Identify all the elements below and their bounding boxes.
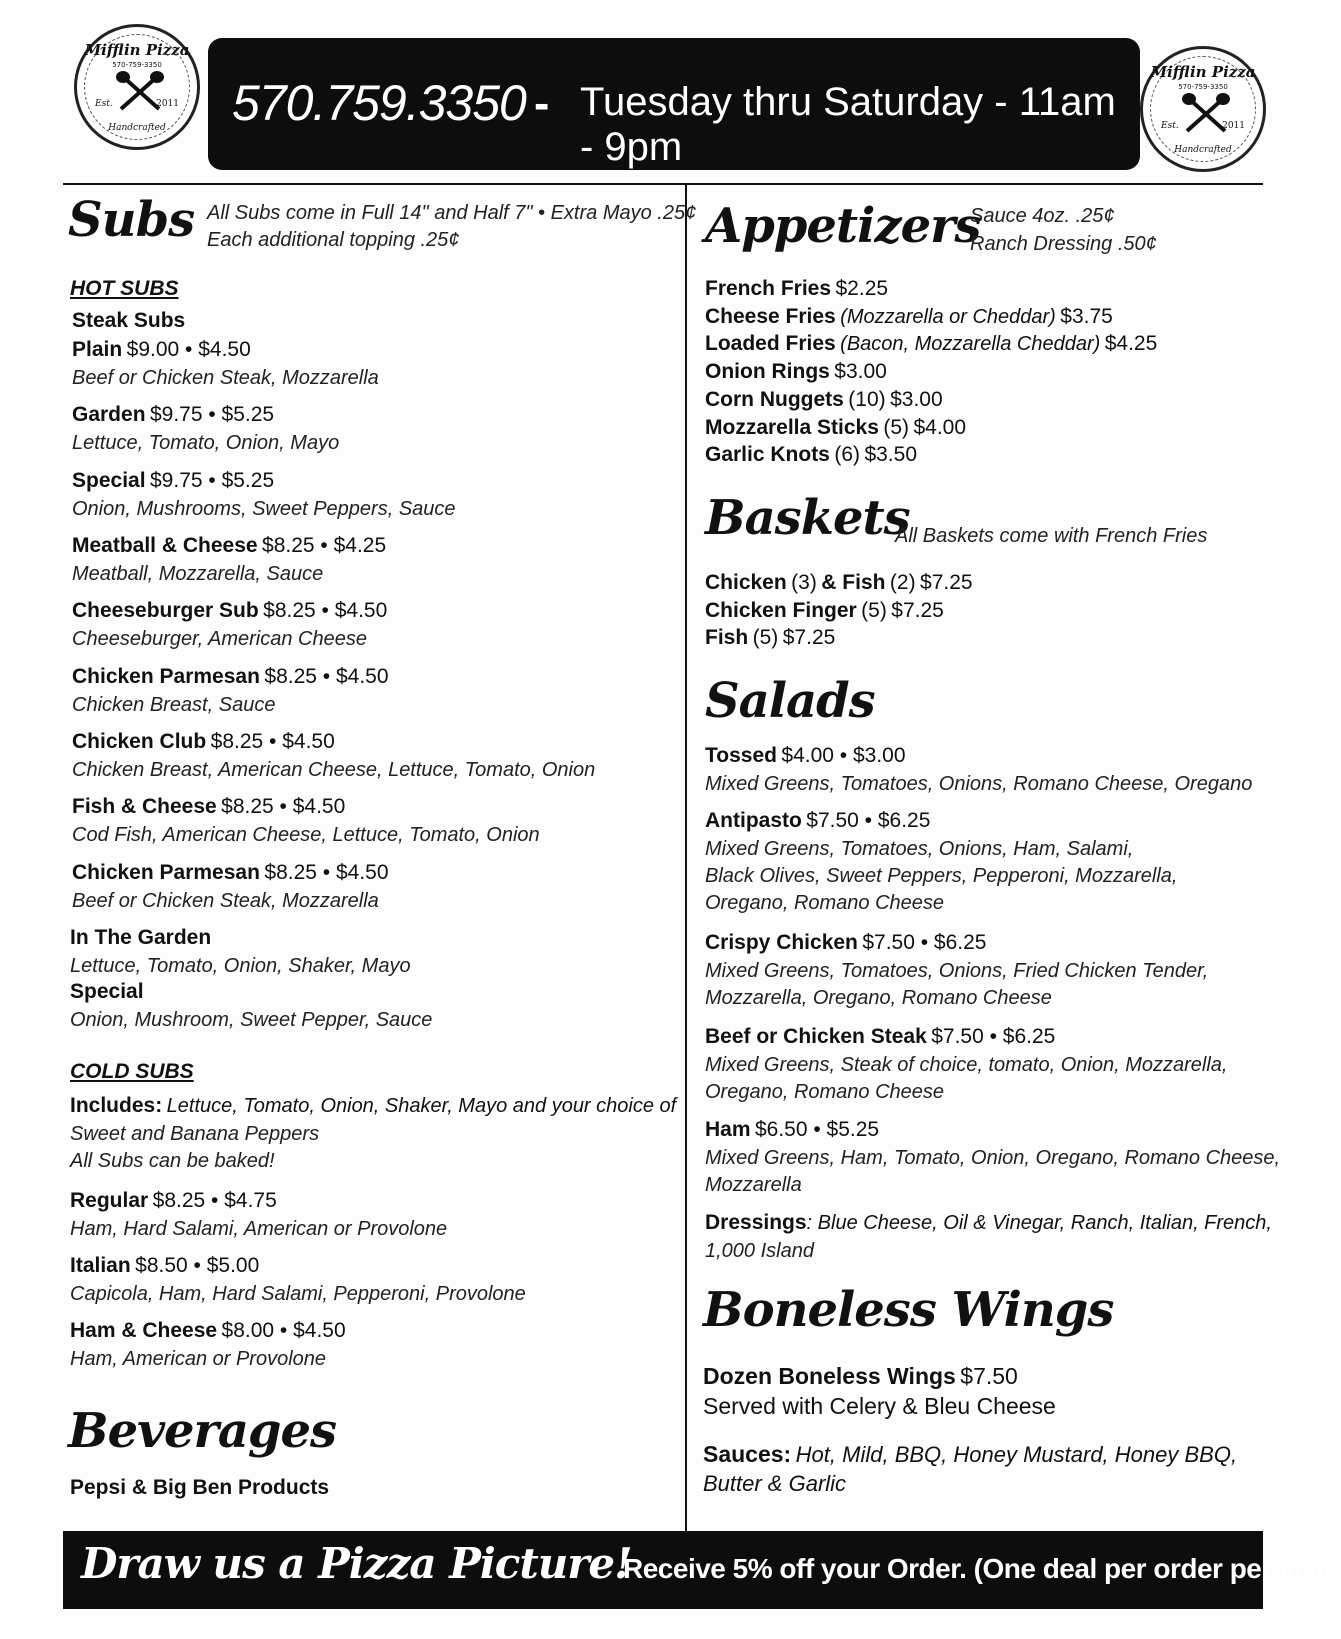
item-price: $8.25 • $4.50 xyxy=(264,665,389,688)
item-desc: Mozzarella xyxy=(705,1174,802,1196)
menu-item-beef-chicken-steak xyxy=(705,1023,1227,1106)
steak-subs-heading xyxy=(72,309,185,333)
item-desc: Ham, American or Provolone xyxy=(70,1348,327,1370)
item-name: Garden xyxy=(72,403,146,426)
menu-item-regular xyxy=(70,1187,447,1243)
logo-year: 2011 xyxy=(156,99,179,109)
menu-item-plain xyxy=(72,336,379,392)
item-qualifier: (Bacon, Mozzarella Cheddar) xyxy=(840,333,1101,355)
menu-item-mozzarella-sticks xyxy=(705,414,966,443)
item-price: $8.25 • $4.50 xyxy=(263,599,388,622)
item-name: Special xyxy=(70,980,144,1003)
item-name: Tossed xyxy=(705,744,777,767)
sauces-text: Hot, Mild, BBQ, Honey Mustard, Honey BBQ, xyxy=(795,1442,1238,1467)
item-name: Chicken xyxy=(705,571,787,594)
menu-item-chicken-fish xyxy=(705,569,973,598)
item-desc: Beef or Chicken Steak, Mozzarella xyxy=(72,890,379,912)
appetizers-title: Appetizers xyxy=(705,198,981,254)
logo-phone: 570-759-3350 xyxy=(1178,83,1228,91)
item-desc: Cod Fish, American Cheese, Lettuce, Tomato, Onion xyxy=(72,824,540,846)
item-name: Corn Nuggets xyxy=(705,388,844,411)
item-name: Dozen Boneless Wings xyxy=(703,1363,956,1389)
item-price: $3.00 xyxy=(890,388,943,411)
includes-line-2: Sweet and Banana Peppers xyxy=(70,1123,320,1145)
menu-item-chicken-parmesan xyxy=(72,663,389,719)
item-desc: Chicken Breast, Sauce xyxy=(72,694,276,716)
menu-item-french-fries xyxy=(705,275,888,304)
beverages-products: Pepsi & Big Ben Products xyxy=(70,1476,330,1499)
top-rule xyxy=(63,183,1263,185)
item-qualifier: (5) xyxy=(861,599,887,622)
item-price: $7.25 xyxy=(782,626,836,649)
item-price: $9.75 • $5.25 xyxy=(149,403,275,426)
item-desc: Onion, Mushroom, Sweet Pepper, Sauce xyxy=(70,1009,433,1031)
item-price: $4.00 xyxy=(913,416,967,439)
item-desc: Mixed Greens, Ham, Tomato, Onion, Oregano, Romano Cheese, xyxy=(705,1147,1281,1169)
menu-item-onion-rings xyxy=(705,358,887,387)
menu-item-italian xyxy=(70,1252,526,1308)
item-price: $3.00 xyxy=(834,360,887,383)
menu-item-special xyxy=(72,467,456,523)
logo-tagline: Handcrafted xyxy=(108,123,166,133)
beverages-title: Beverages xyxy=(68,1403,337,1459)
item-desc: Meatball, Mozzarella, Sauce xyxy=(72,563,324,585)
item-desc: Ham, Hard Salami, American or Provolone xyxy=(70,1218,448,1240)
item-desc: Mixed Greens, Tomatoes, Onions, Romano Cheese, Oregano xyxy=(705,773,1253,795)
item-price: $9.75 • $5.25 xyxy=(150,469,275,492)
item-name: Fish xyxy=(705,626,749,649)
beverages-text xyxy=(70,1476,329,1500)
item-price: $7.25 xyxy=(891,599,944,622)
item-desc: Black Olives, Sweet Peppers, Pepperoni, Mozzarella, xyxy=(705,865,1178,887)
boneless-wings-title: Boneless Wings xyxy=(703,1282,1114,1338)
menu-item-dozen-boneless-wings xyxy=(703,1363,1056,1422)
includes-text: Lettuce, Tomato, Onion, Shaker, Mayo and your choice of xyxy=(166,1095,677,1117)
item-desc: Served with Celery & Bleu Cheese xyxy=(703,1393,1056,1419)
appetizers-note-1: Sauce 4oz. .25¢ xyxy=(970,205,1115,227)
item-price: $3.50 xyxy=(864,443,918,466)
menu-item-chicken-club xyxy=(72,728,595,784)
steak-subs-label: Steak Subs xyxy=(72,309,186,332)
logo-est: Est. xyxy=(1161,121,1179,131)
menu-item-fish-cheese xyxy=(72,793,540,849)
menu-item-antipasto xyxy=(705,807,1177,917)
menu-item-corn-nuggets xyxy=(705,386,943,415)
item-price: $7.25 xyxy=(920,571,973,594)
item-name: In The Garden xyxy=(70,926,212,949)
item-name: Chicken Finger xyxy=(705,599,857,622)
logo-tagline: Handcrafted xyxy=(1174,145,1232,155)
menu-item-cheeseburger-sub xyxy=(72,597,387,653)
footer-offer: Receive 5% off your Order. (One deal per order per visit) xyxy=(623,1553,1341,1584)
item-price: $3.75 xyxy=(1060,305,1113,328)
wings-sauces xyxy=(703,1441,1237,1500)
includes-line-3: All Subs can be baked! xyxy=(70,1150,275,1172)
item-desc: Onion, Mushrooms, Sweet Peppers, Sauce xyxy=(72,498,456,520)
item-desc: Oregano, Romano Cheese xyxy=(705,892,945,914)
menu-item-ham-cheese xyxy=(70,1317,346,1373)
item-name-extra: & Fish xyxy=(821,571,886,594)
item-price: $8.25 • $4.50 xyxy=(210,730,335,753)
footer-promo: Draw us a Pizza Picture! xyxy=(81,1539,632,1588)
item-price: $2.25 xyxy=(835,277,889,300)
salads-title: Salads xyxy=(705,673,875,729)
item-price: $4.00 • $3.00 xyxy=(781,744,906,767)
header-phone[interactable]: 570.759.3350 xyxy=(232,75,526,131)
menu-item-garlic-knots xyxy=(705,441,917,470)
menu-item-special-2 xyxy=(70,978,432,1034)
header-dash: - xyxy=(534,77,550,129)
dressings-line-2: 1,000 Island xyxy=(705,1240,814,1262)
menu-item-cheese-fries xyxy=(705,303,1113,332)
dressings-text: : Blue Cheese, Oil & Vinegar, Ranch, Italian, French, xyxy=(806,1212,1272,1234)
item-qualifier: (10) xyxy=(848,388,886,411)
logo-left xyxy=(74,24,200,150)
item-name: Antipasto xyxy=(705,809,802,832)
item-price: $8.00 • $4.50 xyxy=(221,1319,346,1342)
item-price: $8.25 • $4.25 xyxy=(262,534,387,557)
menu-item-chicken-finger xyxy=(705,597,944,626)
item-price: $7.50 • $6.25 xyxy=(806,809,931,832)
logo-name: Mifflin Pizza xyxy=(84,41,190,59)
item-desc: Lettuce, Tomato, Onion, Shaker, Mayo xyxy=(70,955,411,977)
item-price: $4.25 xyxy=(1104,332,1158,355)
header-bar xyxy=(208,38,1140,170)
item-name: Cheeseburger Sub xyxy=(72,599,259,622)
menu-item-tossed xyxy=(705,742,1252,798)
item-name: Special xyxy=(72,469,146,492)
item-desc: Lettuce, Tomato, Onion, Mayo xyxy=(72,432,340,454)
logo-right xyxy=(1140,46,1266,172)
item-name: Plain xyxy=(72,338,123,361)
item-desc: Capicola, Ham, Hard Salami, Pepperoni, Provolone xyxy=(70,1283,526,1305)
dressings-label: Dressings xyxy=(705,1211,807,1234)
menu-item-chicken-parmesan-2 xyxy=(72,859,389,915)
item-price: $6.50 • $5.25 xyxy=(754,1118,880,1141)
item-qualifier: (6) xyxy=(834,443,860,466)
item-desc: Mixed Greens, Steak of choice, tomato, Onion, Mozzarella, xyxy=(705,1054,1228,1076)
item-name: Meatball & Cheese xyxy=(72,534,258,557)
item-desc: Mixed Greens, Tomatoes, Onions, Fried Chicken Tender, xyxy=(705,960,1209,982)
menu-item-in-the-garden xyxy=(70,924,411,980)
sauces-line-2: Butter & Garlic xyxy=(703,1471,847,1496)
item-name: Chicken Parmesan xyxy=(72,861,260,884)
item-desc: Beef or Chicken Steak, Mozzarella xyxy=(72,367,379,389)
item-price: $8.50 • $5.00 xyxy=(135,1254,260,1277)
item-desc: Chicken Breast, American Cheese, Lettuce, Tomato, Onion xyxy=(72,759,596,781)
item-name: Regular xyxy=(70,1189,149,1212)
cold-subs-heading: COLD SUBS xyxy=(70,1060,194,1083)
item-desc: Mixed Greens, Tomatoes, Onions, Ham, Salami, xyxy=(705,838,1134,860)
header-hours: Tuesday thru Saturday - 11am - 9pm xyxy=(580,80,1116,169)
subs-note-1: All Subs come in Full 14" and Half 7" • Extra Mayo .25¢ xyxy=(207,202,697,224)
menu-item-ham-salad xyxy=(705,1116,1280,1199)
item-qualifier: (5) xyxy=(883,416,910,439)
hot-subs-heading: HOT SUBS xyxy=(70,277,179,300)
cold-subs-includes xyxy=(70,1092,676,1175)
item-qualifier: (3) xyxy=(791,571,817,594)
logo-name: Mifflin Pizza xyxy=(1150,63,1256,81)
item-name: Ham & Cheese xyxy=(70,1319,218,1342)
item-price: $8.25 • $4.50 xyxy=(221,795,346,818)
item-desc: Oregano, Romano Cheese xyxy=(705,1081,945,1103)
item-price: $8.25 • $4.50 xyxy=(264,861,389,884)
item-desc: Cheeseburger, American Cheese xyxy=(72,628,367,650)
item-price: $7.50 • $6.25 xyxy=(862,931,987,954)
item-name: Fish & Cheese xyxy=(72,795,217,818)
column-divider xyxy=(685,183,687,1531)
subs-note-2: Each additional topping .25¢ xyxy=(207,229,460,251)
item-price: $7.50 xyxy=(960,1363,1018,1389)
item-desc: Mozzarella, Oregano, Romano Cheese xyxy=(705,987,1052,1009)
item-name: Chicken Club xyxy=(72,730,207,753)
item-name: Onion Rings xyxy=(705,360,830,383)
appetizers-note-2: Ranch Dressing .50¢ xyxy=(970,233,1157,255)
item-name: Crispy Chicken xyxy=(705,931,858,954)
baskets-note: All Baskets come with French Fries xyxy=(895,525,1208,547)
includes-label: Includes: xyxy=(70,1094,163,1117)
menu-item-garden xyxy=(72,401,339,457)
menu-item-loaded-fries xyxy=(705,330,1157,359)
item-qualifier: (Mozzarella or Cheddar) xyxy=(840,306,1056,328)
item-name: Mozzarella Sticks xyxy=(705,416,879,439)
subs-title: Subs xyxy=(68,192,195,248)
logo-phone: 570-759-3350 xyxy=(112,61,162,69)
item-qualifier: (5) xyxy=(752,626,779,649)
menu-item-meatball-cheese xyxy=(72,532,386,588)
item-name: Ham xyxy=(705,1118,751,1141)
baskets-title: Baskets xyxy=(705,490,910,546)
logo-year: 2011 xyxy=(1222,121,1245,131)
item-price: $8.25 • $4.75 xyxy=(152,1189,277,1212)
item-name: Garlic Knots xyxy=(705,443,830,466)
item-name: Loaded Fries xyxy=(705,332,836,355)
item-qualifier-2: (2) xyxy=(889,571,916,594)
item-name: Chicken Parmesan xyxy=(72,665,260,688)
item-name: Cheese Fries xyxy=(705,305,836,328)
footer-bar xyxy=(63,1531,1341,1609)
salad-dressings xyxy=(705,1209,1272,1265)
menu-item-fish-basket xyxy=(705,624,835,653)
logo-est: Est. xyxy=(95,99,113,109)
item-price: $9.00 • $4.50 xyxy=(126,338,251,361)
item-name: Italian xyxy=(70,1254,131,1277)
item-name: French Fries xyxy=(705,277,832,300)
item-price: $7.50 • $6.25 xyxy=(931,1025,1056,1048)
menu-item-crispy-chicken xyxy=(705,929,1208,1012)
item-name: Beef or Chicken Steak xyxy=(705,1025,927,1048)
sauces-label: Sauces: xyxy=(703,1441,792,1467)
